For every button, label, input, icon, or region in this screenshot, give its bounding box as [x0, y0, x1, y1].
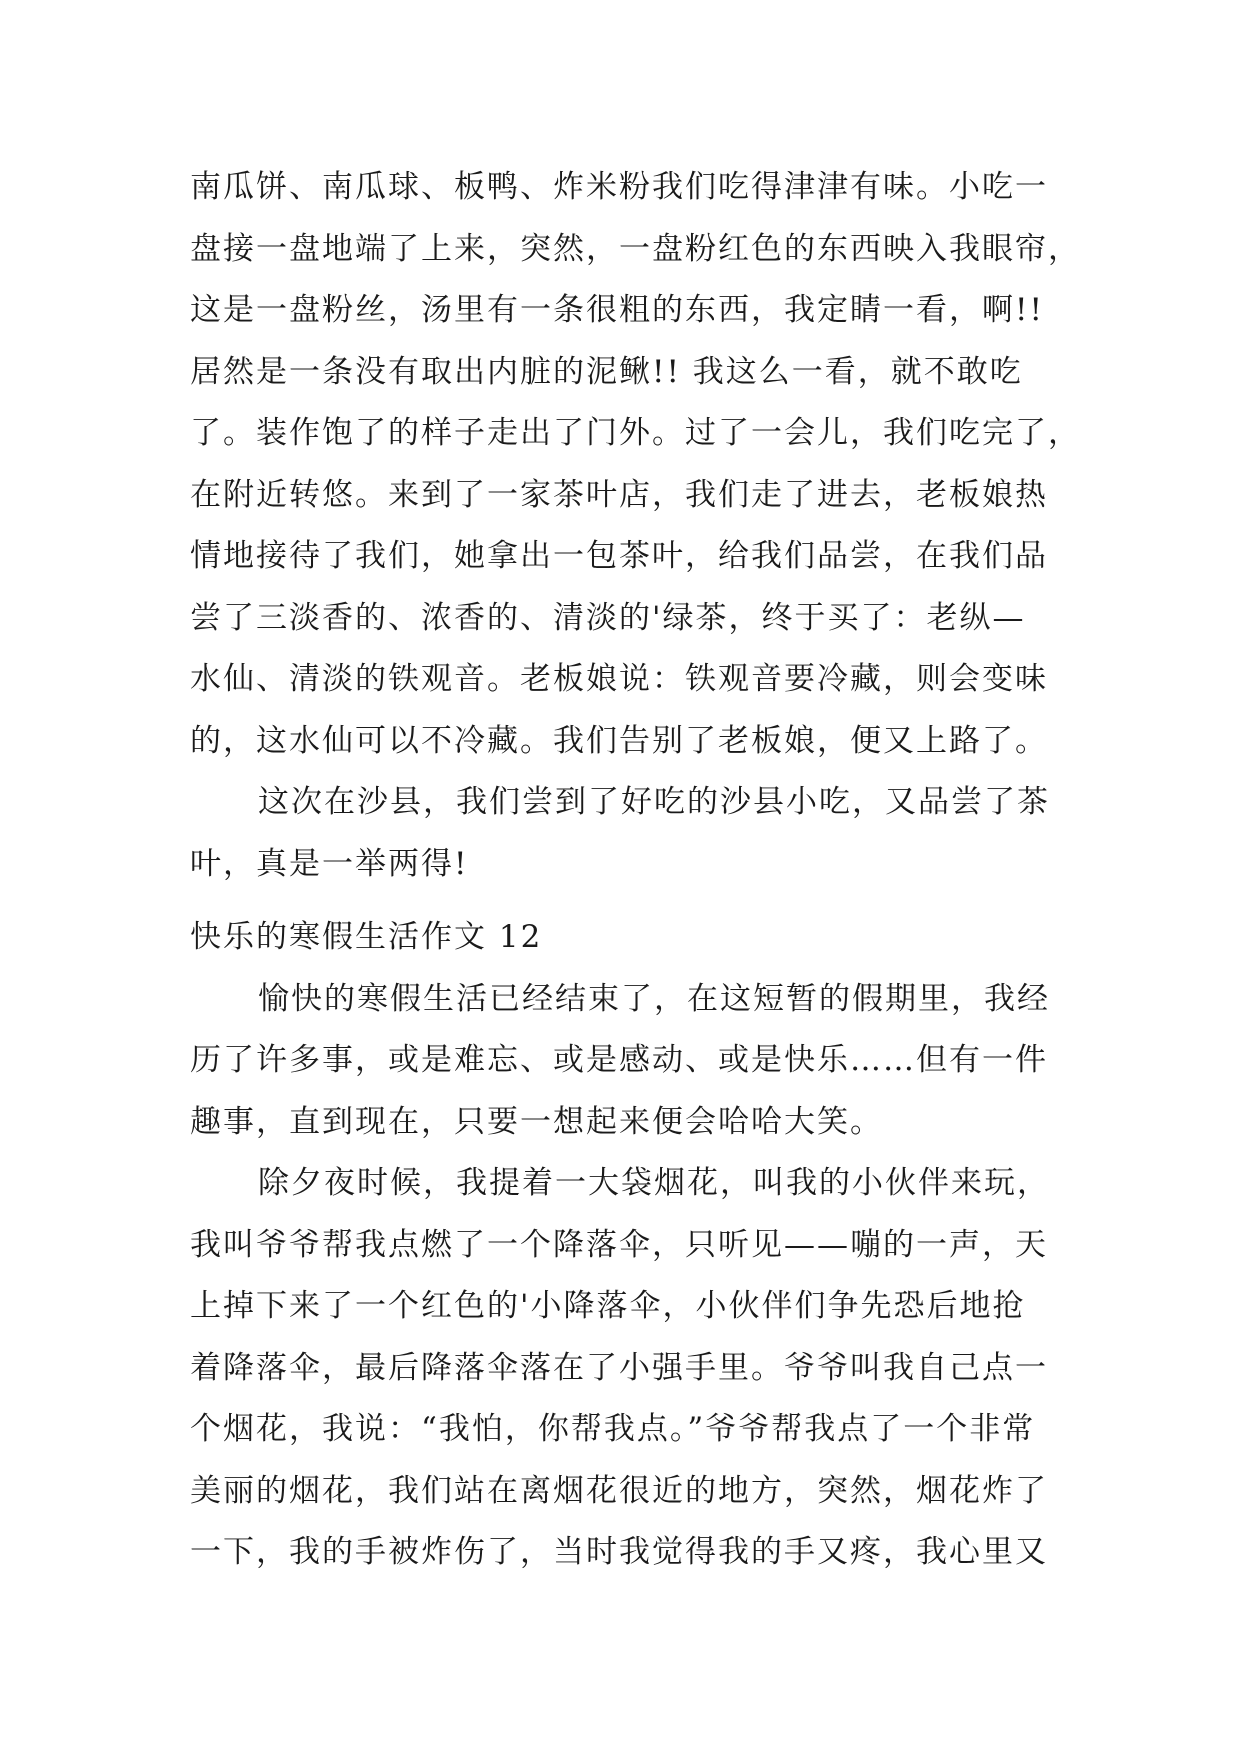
- text-line: 我叫爷爷帮我点燃了一个降落伞，只听见——嘣的一声，天: [190, 1226, 1048, 1263]
- text-line: 愉快的寒假生活已经结束了，在这短暂的假期里，我经: [258, 980, 1050, 1017]
- text-line: 一下，我的手被炸伤了，当时我觉得我的手又疼，我心里又: [190, 1534, 1048, 1570]
- essay-title: 快乐的寒假生活作文 12: [190, 919, 543, 955]
- text-line: 叶，真是一举两得!: [190, 845, 469, 882]
- text-line: 居然是一条没有取出内脏的泥鳅!! 我这么一看，就不敢吃: [190, 353, 1023, 390]
- text-line: 盘接一盘地端了上来，突然，一盘粉红色的东西映入我眼帘，: [190, 230, 1081, 267]
- text-line: 的，这水仙可以不冷藏。我们告别了老板娘，便又上路了。: [190, 722, 1048, 759]
- text-line: 上掉下来了一个红色的'小降落伞，小伙伴们争先恐后地抢: [190, 1288, 1026, 1324]
- text-line: 这是一盘粉丝，汤里有一条很粗的东西，我定睛一看，啊!!: [190, 292, 1044, 328]
- text-line: 在附近转悠。来到了一家茶叶店，我们走了进去，老板娘热: [190, 476, 1048, 513]
- text-line: 情地接待了我们，她拿出一包茶叶，给我们品尝，在我们品: [190, 538, 1048, 574]
- text-line: 美丽的烟花，我们站在离烟花很近的地方，突然，烟花炸了: [190, 1472, 1048, 1509]
- essay-12: [190, 907, 1060, 1584]
- text-line: 水仙、清淡的铁观音。老板娘说：铁观音要冷藏，则会变味: [190, 661, 1048, 697]
- text-line: 除夕夜时候，我提着一大袋烟花，叫我的小伙伴来玩，: [258, 1165, 1050, 1201]
- text-line: 这次在沙县，我们尝到了好吃的沙县小吃，又品尝了茶: [258, 784, 1050, 820]
- previous-essay-body: [190, 157, 1081, 895]
- text-line: 尝了三淡香的、浓香的、清淡的'绿茶，终于买了：老纵—: [190, 599, 1026, 636]
- text-line: 历了许多事，或是难忘、或是感动、或是快乐……但有一件: [190, 1042, 1048, 1078]
- text-line: 趣事，直到现在，只要一想起来便会哈哈大笑。: [190, 1103, 883, 1140]
- text-line: 了。装作饱了的样子走出了门外。过了一会儿，我们吃完了，: [190, 415, 1081, 451]
- text-line: 南瓜饼、南瓜球、板鸭、炸米粉我们吃得津津有味。小吃一: [190, 169, 1048, 205]
- text-line: 个烟花，我说：“我怕，你帮我点。”爷爷帮我点了一个非常: [190, 1411, 1036, 1447]
- text-line: 着降落伞，最后降落伞落在了小强手里。爷爷叫我自己点一: [190, 1349, 1048, 1386]
